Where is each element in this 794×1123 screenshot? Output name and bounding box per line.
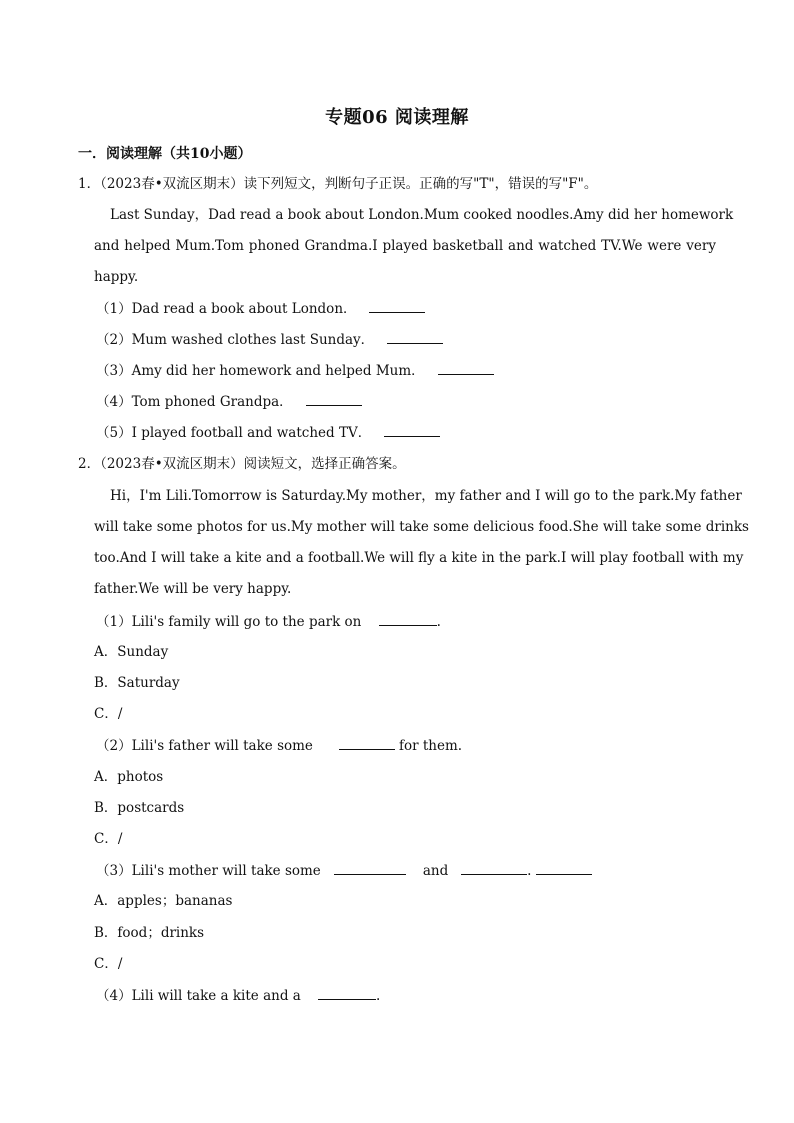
question-1-header bbox=[78, 174, 597, 194]
question-1-item-4 bbox=[96, 391, 362, 412]
question-1-passage-line-1: Last Sunday，Dad read a book about London.Mum cooked noodles.Amy did her homework bbox=[110, 207, 734, 223]
item-text: （4）Tom phoned Grandpa． bbox=[96, 394, 293, 410]
question-2-sub-4 bbox=[96, 985, 380, 1006]
answer-blank[interactable] bbox=[438, 360, 494, 375]
sub-text-end: . bbox=[375, 988, 381, 1004]
answer-blank[interactable] bbox=[306, 391, 362, 406]
sub-text-end: . bbox=[527, 863, 532, 879]
question-2-number: 2． bbox=[78, 456, 101, 472]
sub-text-end: for them. bbox=[398, 738, 463, 754]
question-2-header bbox=[78, 454, 406, 474]
answer-blank[interactable] bbox=[461, 860, 527, 875]
question-1-passage-line-2: and helped Mum.Tom phoned Grandma.I played basketball and watched TV.We were very bbox=[94, 238, 716, 254]
option-c[interactable]: C．/ bbox=[94, 831, 123, 847]
answer-blank[interactable] bbox=[379, 611, 437, 626]
question-1-passage-line-3: happy. bbox=[94, 269, 139, 285]
sub-text-middle: and bbox=[422, 863, 449, 879]
question-1-item-3 bbox=[96, 360, 494, 381]
option-b[interactable]: B．Saturday bbox=[94, 675, 180, 691]
sub-text: （1）Lili's family will go to the park on bbox=[96, 614, 362, 630]
sub-text: （4）Lili will take a kite and a bbox=[96, 988, 301, 1004]
sub-text: （3）Lili's mother will take some bbox=[96, 863, 321, 879]
question-1-number: 1． bbox=[78, 176, 101, 192]
option-a[interactable]: A．Sunday bbox=[94, 644, 169, 660]
question-1-item-1 bbox=[96, 298, 425, 319]
question-1-item-5 bbox=[96, 422, 440, 443]
question-2-sub-1 bbox=[96, 611, 441, 632]
question-2-passage-line-4: father.We will be very happy. bbox=[94, 581, 292, 597]
question-1-item-2 bbox=[96, 329, 443, 350]
question-2-sub-2 bbox=[96, 735, 462, 756]
option-c[interactable]: C．/ bbox=[94, 706, 123, 722]
option-b[interactable]: B．food；drinks bbox=[94, 925, 205, 941]
section-heading: 一．阅读理解（共10小题） bbox=[78, 146, 252, 162]
question-2-stem: （2023春•双流区期末）阅读短文，选择正确答案。 bbox=[100, 456, 406, 472]
item-text: （1）Dad read a book about London． bbox=[96, 301, 357, 317]
sub-text: （2）Lili's father will take some bbox=[96, 738, 313, 754]
item-text: （2）Mum washed clothes last Sunday． bbox=[96, 332, 375, 348]
option-c[interactable]: C．/ bbox=[94, 956, 123, 972]
question-2-sub-3 bbox=[96, 860, 592, 881]
question-1-stem: （2023春•双流区期末）读下列短文，判断句子正误。正确的写"T"，错误的写"F"。 bbox=[100, 176, 598, 192]
question-2-passage-line-2: will take some photos for us.My mother will take some delicious food.She will take some drinks bbox=[94, 519, 749, 535]
answer-blank[interactable] bbox=[339, 735, 395, 750]
answer-blank[interactable] bbox=[318, 985, 376, 1000]
item-text: （3）Amy did her homework and helped Mum． bbox=[96, 363, 425, 379]
question-2-passage-line-3: too.And I will take a kite and a football.We will fly a kite in the park.I will play football with my bbox=[94, 550, 744, 566]
answer-blank[interactable] bbox=[369, 298, 425, 313]
page-title: 专题06 阅读理解 bbox=[325, 107, 469, 128]
option-a[interactable]: A．photos bbox=[94, 769, 164, 785]
sub-text-end: . bbox=[436, 614, 441, 630]
answer-blank[interactable] bbox=[536, 860, 592, 875]
answer-blank[interactable] bbox=[334, 860, 406, 875]
answer-blank[interactable] bbox=[387, 329, 443, 344]
option-b[interactable]: B．postcards bbox=[94, 800, 185, 816]
answer-blank[interactable] bbox=[384, 422, 440, 437]
item-text: （5）I played football and watched TV． bbox=[96, 425, 372, 441]
option-a[interactable]: A．apples；bananas bbox=[94, 893, 233, 909]
question-2-passage-line-1: Hi，I'm Lili.Tomorrow is Saturday.My mother，my father and I will go to the park.My father bbox=[110, 488, 742, 504]
